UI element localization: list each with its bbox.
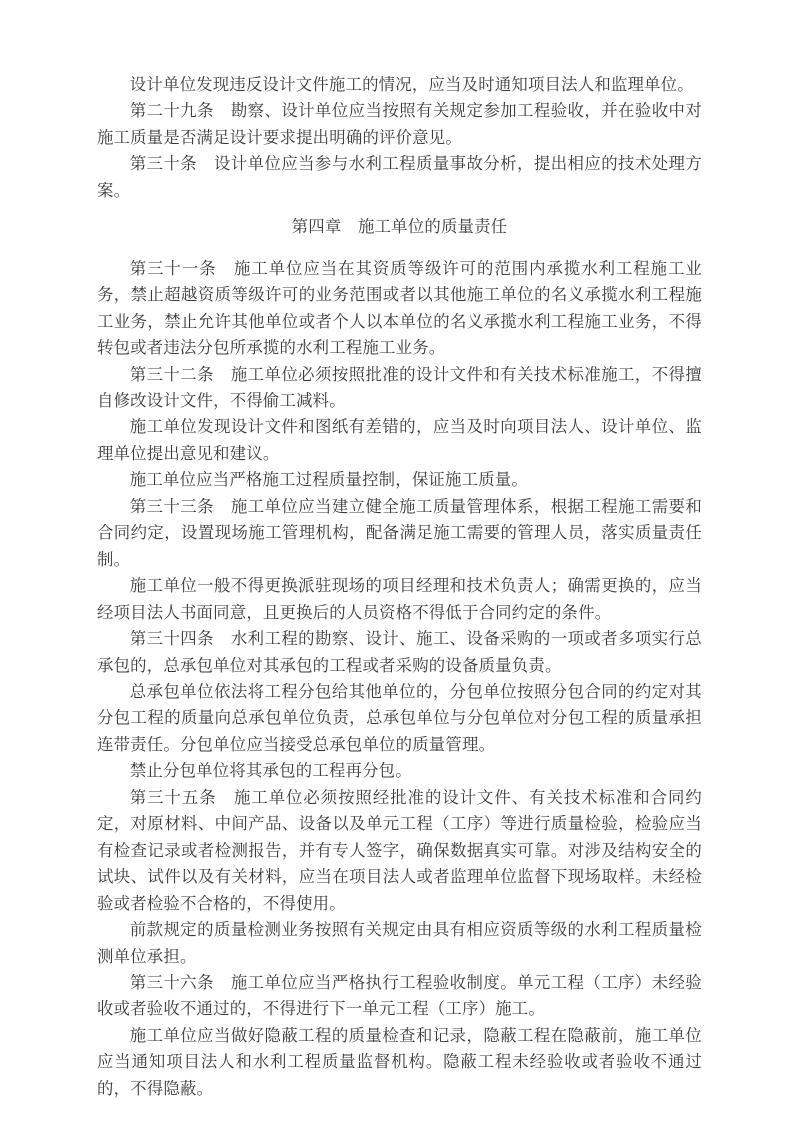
body-paragraph: 第三十一条 施工单位应当在其资质等级许可的范围内承揽水利工程施工业务，禁止超越资质等级许可的业务范围或者以其他施工单位的名义承揽水利工程施工业务，禁止允许其他单位或者个人以本单位的名义承揽水利工程施工业务，不得转包或者违法分包所承揽的水利工程施工业务。 — [97, 258, 702, 358]
body-paragraph: 第三十条 设计单位应当参与水利工程质量事故分析，提出相应的技术处理方案。 — [97, 154, 702, 200]
body-paragraph: 前款规定的质量检测业务按照有关规定由具有相应资质等级的水利工程质量检测单位承担。 — [97, 920, 702, 966]
body-paragraph: 施工单位应当做好隐蔽工程的质量检查和记录，隐蔽工程在隐蔽前，施工单位应当通知项目法人和水利工程质量监督机构。隐蔽工程未经验收或者验收不通过的，不得隐蔽。 — [97, 1025, 702, 1098]
body-paragraph: 第二十九条 勘察、设计单位应当按照有关规定参加工程验收，并在验收中对施工质量是否满足设计要求提出明确的评价意见。 — [97, 101, 702, 147]
body-paragraph: 第三十五条 施工单位必须按照经批准的设计文件、有关技术标准和合同约定，对原材料、中间产品、设备以及单元工程（工序）等进行质量检验，检验应当有检查记录或者检测报告，并有专人签字，确保数据真实可靠。对涉及结构安全的试块、试件以及有关材料，应当在项目法人或者监理单位监督下现场取样。未经检验或者检验不合格的，不得使用。 — [97, 787, 702, 913]
body-paragraph: 第三十二条 施工单位必须按照批准的设计文件和有关技术标准施工，不得擅自修改设计文件，不得偷工减料。 — [97, 364, 702, 410]
document-body — [97, 72, 702, 1102]
body-paragraph: 第三十六条 施工单位应当严格执行工程验收制度。单元工程（工序）未经验收或者验收不通过的，不得进行下一单元工程（工序）施工。 — [97, 972, 702, 1019]
body-paragraph: 禁止分包单位将其承包的工程再分包。 — [129, 761, 412, 781]
chapter-heading: 第四章 施工单位的质量责任 — [291, 217, 508, 237]
body-paragraph: 第三十四条 水利工程的勘察、设计、施工、设备采购的一项或者多项实行总承包的，总承包单位对其承包的工程或者采购的设备质量负责。 — [97, 629, 702, 675]
body-paragraph: 施工单位应当严格施工过程质量控制，保证施工质量。 — [129, 470, 528, 490]
body-paragraph: 设计单位发现违反设计文件施工的情况，应当及时通知项目法人和监理单位。 — [129, 75, 694, 94]
body-paragraph: 施工单位发现设计文件和图纸有差错的，应当及时向项目法人、设计单位、监理单位提出意见和建议。 — [97, 417, 702, 463]
body-paragraph: 总承包单位依法将工程分包给其他单位的，分包单位按照分包合同的约定对其分包工程的质量向总承包单位负责，总承包单位与分包单位对分包工程的质量承担连带责任。分包单位应当接受总承包单位的质量管理。 — [97, 681, 702, 754]
body-paragraph: 施工单位一般不得更换派驻现场的项目经理和技术负责人；确需更换的，应当经项目法人书面同意，且更换后的人员资格不得低于合同约定的条件。 — [97, 576, 702, 622]
body-paragraph: 第三十三条 施工单位应当建立健全施工质量管理体系，根据工程施工需要和合同约定，设置现场施工管理机构，配备满足施工需要的管理人员，落实质量责任制。 — [97, 496, 702, 569]
